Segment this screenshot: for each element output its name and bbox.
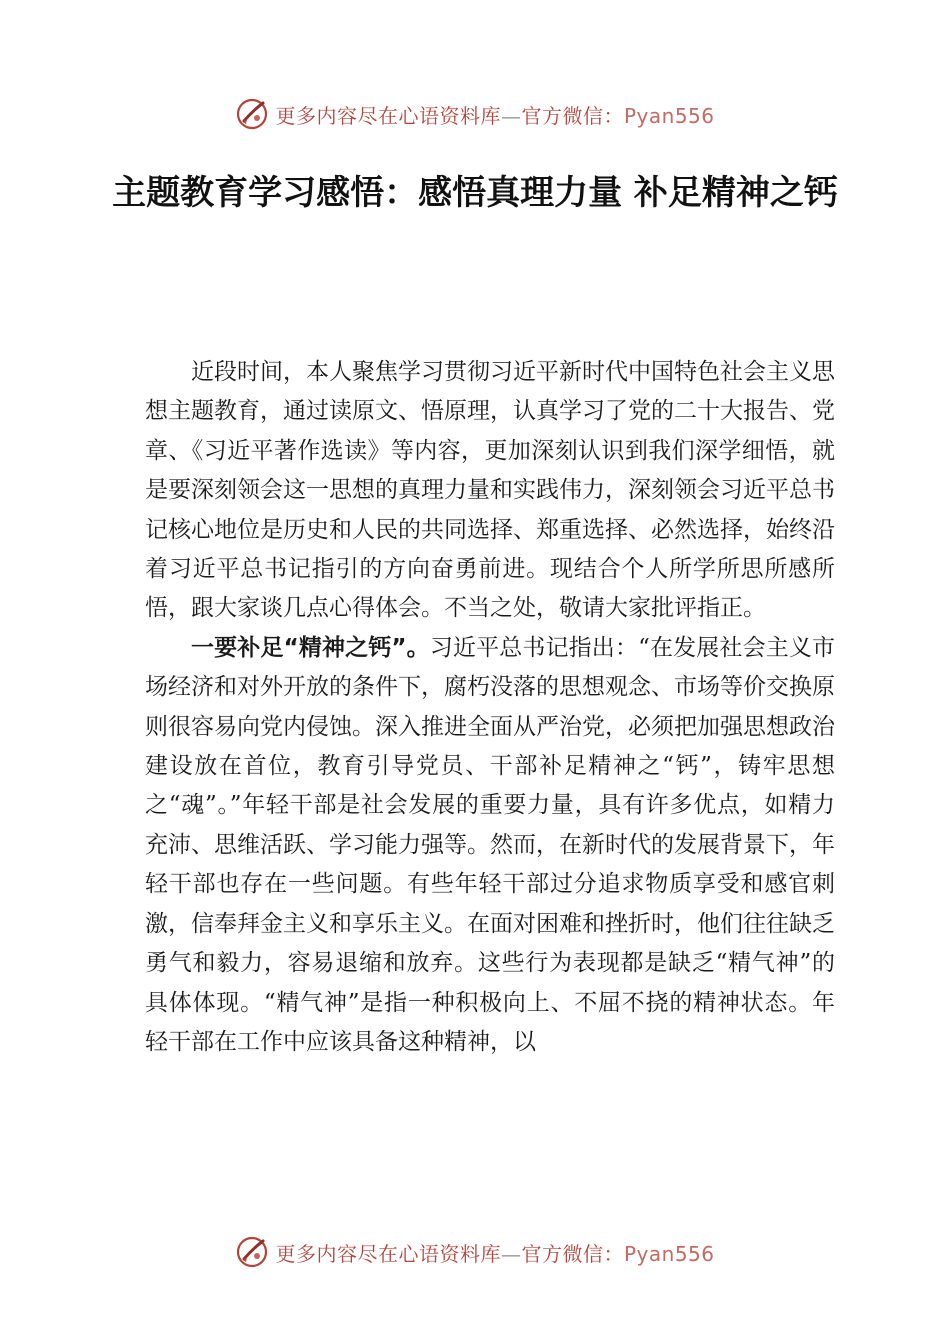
document-title: 主题教育学习感悟：感悟真理力量 补足精神之钙 (112, 173, 838, 213)
header-watermark (0, 94, 950, 134)
brush-logo-icon (235, 1235, 269, 1269)
watermark-text: 更多内容尽在心语资料库—官方微信：Pyan556 (275, 1241, 715, 1266)
footer-watermark (0, 1232, 950, 1272)
watermark-text: 更多内容尽在心语资料库—官方微信：Pyan556 (275, 103, 715, 128)
document-body (145, 353, 835, 1062)
brush-logo-icon (235, 97, 269, 131)
paragraph-intro: 近段时间，本人聚焦学习贯彻习近平新时代中国特色社会主义思想主题教育，通过读原文、悟原理，认真学习了党的二十大报告、党章、《习近平著作选读》等内容，更加深刻认识到我们深学细悟，就是要深刻领会这一思想的真理力量和实践伟力，深刻领会习近平总书记核心地位是历史和人民的共同选择、郑重选择、必然选择，始终沿着习近平总书记指引的方向奋勇前进。现结合个人所学所思所感所悟，跟大家谈几点心得体会。不当之处，敬请大家批评指正。 (145, 359, 835, 622)
paragraph-point-one: 一要补足“精神之钙”。习近平总书记指出：“在发展社会主义市场经济和对外开放的条件下，腐朽没落的思想观念、市场等价交换原则很容易向党内侵蚀。深入推进全面从严治党，必须把加强思想政治建设放在首位，教育引导党员、干部补足精神之“钙”，铸牢思想之“魂”。”年轻干部是社会发展的重要力量，具有许多优点，如精力充沛、思维活跃、学习能力强等。然而，在新时代的发展背景下，年轻干部也存在一些问题。有些年轻干部过分追求物质享受和感官刺激，信奉拜金主义和享乐主义。在面对困难和挫折时，他们往往缺乏勇气和毅力，容易退缩和放弃。这些行为表现都是缺乏“精气神”的具体体现。“精气神”是指一种积极向上、不屈不挠的精神状态。年轻干部在工作中应该具备这种精神，以 (145, 634, 835, 1055)
paragraph-lead: 一要补足“精神之钙”。 (191, 634, 430, 661)
